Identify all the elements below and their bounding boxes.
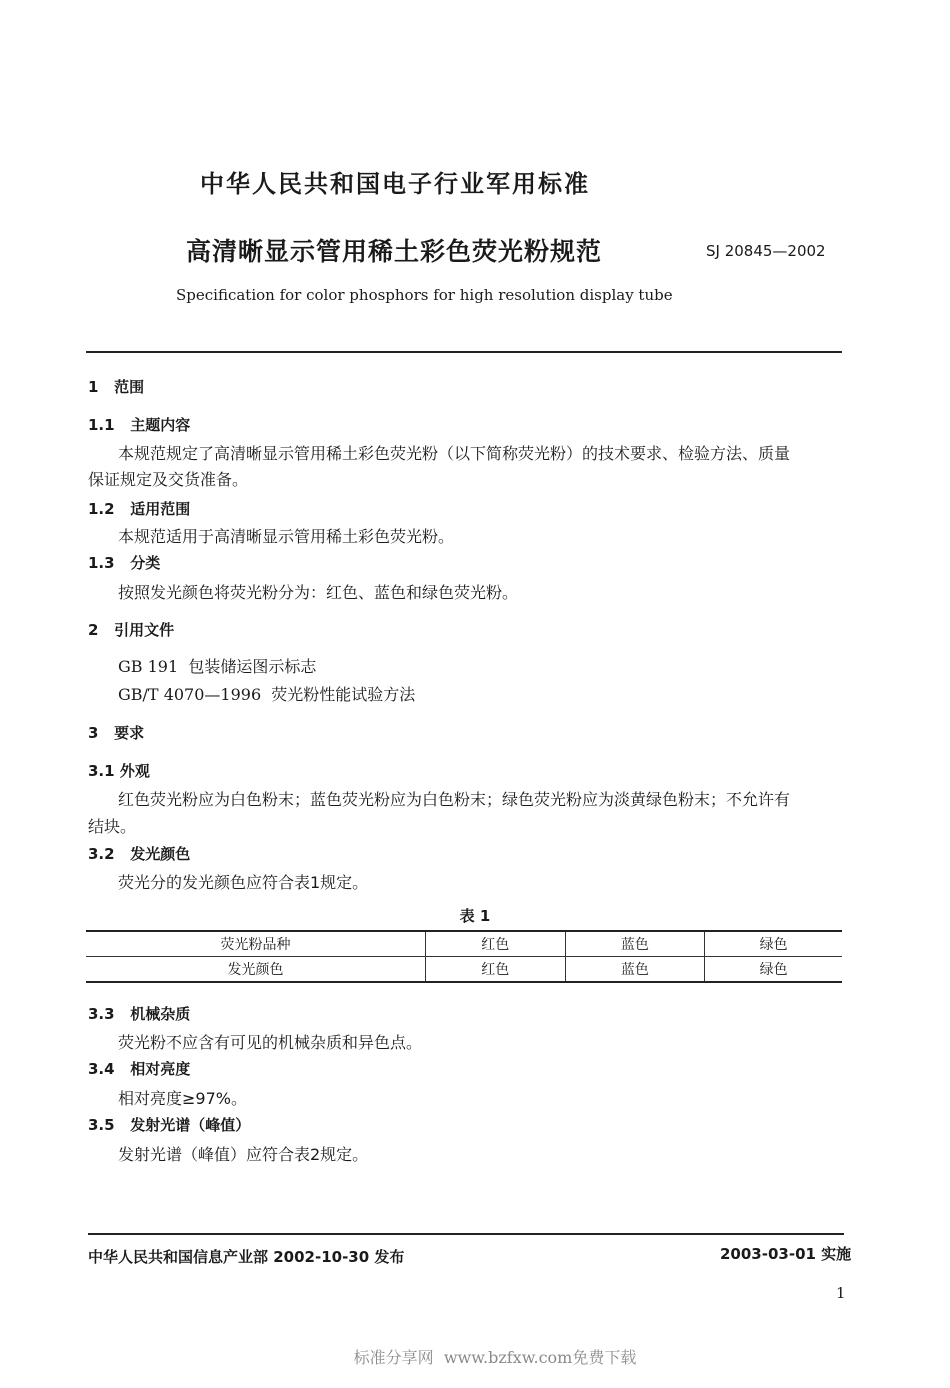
- paragraph: 本规范适用于高清晰显示管用稀土彩色荧光粉。: [118, 527, 455, 546]
- section-number: 3.4: [88, 1060, 115, 1078]
- org-title: 中华人民共和国电子行业军用标准: [200, 170, 590, 198]
- page-number: 1: [836, 1284, 846, 1302]
- section-number: 3.1: [88, 762, 115, 780]
- section-number: 3.5: [88, 1116, 115, 1134]
- table-caption: 表 1: [459, 907, 491, 925]
- table-cell: 绿色: [705, 957, 842, 983]
- section-title: 发光颜色: [130, 845, 191, 863]
- table-cell: 红色: [425, 931, 565, 957]
- reference-item: GB 191 包装储运图示标志: [118, 657, 317, 676]
- table-row: [86, 931, 842, 957]
- section-number: 1.2: [88, 500, 115, 518]
- section-number: 3.2: [88, 845, 115, 863]
- section-3-1-heading: [88, 760, 150, 781]
- section-title: 要求: [114, 724, 145, 742]
- section-2-heading: [88, 619, 174, 640]
- paragraph: 发射光谱（峰值）应符合表2规定。: [118, 1145, 369, 1164]
- effective-date: 2003-03-01 实施: [720, 1245, 852, 1263]
- section-title: 引用文件: [114, 621, 175, 639]
- section-title: 范围: [114, 378, 145, 396]
- paragraph: 保证规定及交货准备。: [88, 470, 249, 489]
- document-title: 高清晰显示管用稀土彩色荧光粉规范: [186, 237, 603, 266]
- section-1-2-heading: [88, 498, 190, 519]
- header-rule: [86, 351, 842, 353]
- section-number: 1: [88, 378, 99, 396]
- watermark: 标准分享网 www.bzfxw.com免费下载: [353, 1348, 637, 1367]
- section-1-3-heading: [88, 552, 160, 573]
- paragraph: 荧光粉不应含有可见的机械杂质和异色点。: [118, 1033, 423, 1052]
- paragraph: 相对亮度≥97%。: [118, 1089, 247, 1108]
- table-cell: 蓝色: [565, 931, 705, 957]
- table-cell: 红色: [425, 957, 565, 983]
- section-number: 3: [88, 724, 99, 742]
- paragraph: 结块。: [88, 817, 137, 836]
- section-3-5-heading: [88, 1114, 250, 1135]
- section-title: 适用范围: [130, 500, 191, 518]
- section-3-4-heading: [88, 1058, 190, 1079]
- section-3-2-heading: [88, 843, 190, 864]
- section-1-heading: [88, 376, 144, 397]
- footer-rule: [88, 1233, 844, 1235]
- paragraph: 红色荧光粉应为白色粉末；蓝色荧光粉应为白色粉末；绿色荧光粉应为淡黄绿色粉末；不允许有: [118, 790, 791, 809]
- paragraph: 本规范规定了高清晰显示管用稀土彩色荧光粉（以下简称荧光粉）的技术要求、检验方法、质量: [118, 444, 791, 463]
- english-title: Specification for color phosphors for high resolution display tube: [176, 286, 673, 304]
- table-1: [86, 930, 842, 983]
- section-title: 相对亮度: [130, 1060, 191, 1078]
- table-cell: 蓝色: [565, 957, 705, 983]
- table-row: [86, 957, 842, 983]
- section-title: 发射光谱（峰值）: [130, 1116, 251, 1134]
- standard-number: SJ 20845—2002: [706, 242, 826, 260]
- section-number: 3.3: [88, 1005, 115, 1023]
- section-title: 外观: [119, 762, 150, 780]
- section-title: 主题内容: [130, 416, 191, 434]
- section-3-heading: [88, 722, 144, 743]
- section-title: 分类: [130, 554, 161, 572]
- table-cell: 发光颜色: [86, 957, 425, 983]
- issue-date: 中华人民共和国信息产业部 2002-10-30 发布: [88, 1248, 405, 1266]
- table-cell: 荧光粉品种: [86, 931, 425, 957]
- paragraph: 按照发光颜色将荧光粉分为：红色、蓝色和绿色荧光粉。: [118, 583, 519, 602]
- reference-item: GB/T 4070—1996 荧光粉性能试验方法: [118, 685, 416, 704]
- paragraph: 荧光分的发光颜色应符合表1规定。: [118, 873, 369, 892]
- section-number: 1.3: [88, 554, 115, 572]
- section-3-3-heading: [88, 1003, 190, 1024]
- section-number: 2: [88, 621, 99, 639]
- table-cell: 绿色: [705, 931, 842, 957]
- section-number: 1.1: [88, 416, 115, 434]
- section-title: 机械杂质: [130, 1005, 191, 1023]
- section-1-1-heading: [88, 414, 190, 435]
